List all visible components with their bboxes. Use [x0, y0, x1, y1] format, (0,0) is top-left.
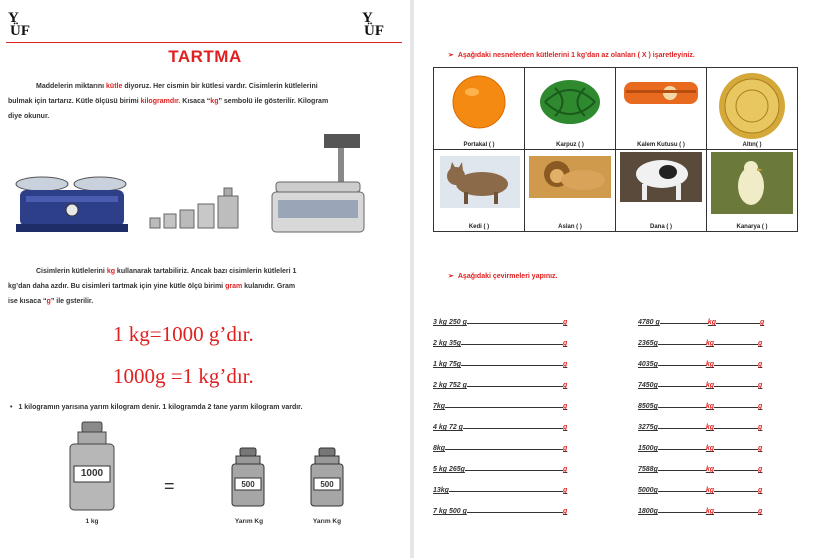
weight-half-kg-label: Yarım Kg	[312, 518, 342, 525]
conversion-quantity: 3 kg 250 g	[433, 319, 467, 326]
conversion-quantity: 2365g	[638, 340, 658, 347]
conversion-quantity: 2 kg 752 g	[433, 382, 467, 389]
watermelon-icon	[525, 68, 615, 138]
conversion-unit: kg	[705, 361, 715, 368]
arrow-icon: ➢	[448, 52, 454, 59]
logo-bottom: ÜF	[364, 23, 384, 39]
gold-coin-icon	[707, 68, 797, 140]
kg-gram-paragraph	[8, 264, 403, 309]
object-cell-pencil-case[interactable]	[616, 68, 707, 150]
conversion-unit: g	[759, 319, 765, 326]
conversion-row-kg-to-g	[433, 442, 568, 452]
text: bulmak için tartarız. Kütle ölçüsü birimi	[8, 98, 141, 105]
conversion-unit: g	[563, 487, 568, 494]
conversion-unit: kg	[705, 487, 715, 494]
conversion-quantity: 7 kg 500 g	[433, 508, 467, 515]
conversion-row-g-to-kg	[638, 421, 762, 431]
conversion-row-kg-to-g	[433, 505, 568, 515]
object-cell-canary[interactable]	[707, 150, 798, 232]
object-label: Kanarya ( )	[736, 224, 768, 230]
logo	[8, 12, 30, 38]
text: Aşağıdaki çevirmeleri yapınız.	[457, 273, 558, 280]
weight-half-kg-label: Yarım Kg	[234, 518, 264, 525]
text: Aşağıdaki nesnelerden kütlelerini 1 kg’dan az olanları ( X ) işaretleyiniz.	[457, 52, 695, 59]
conversion-row-kg-to-g	[433, 337, 568, 347]
conversion-quantity: 1 kg 75g	[433, 361, 462, 368]
conversion-row-kg-to-g	[433, 379, 568, 389]
weight-half-kg-icon	[309, 446, 345, 508]
conversion-quantity: 2 kg 35g	[433, 340, 462, 347]
cow-icon	[616, 150, 706, 220]
logo-top: Y	[362, 10, 373, 26]
object-cell-orange[interactable]	[434, 68, 525, 150]
text: kg’dan daha azdır. Bu cisimleri tartmak için yine kütle ölçü birimi	[8, 283, 226, 290]
answer-blank[interactable]	[465, 463, 563, 471]
answer-blank[interactable]	[714, 505, 758, 513]
conversion-row-g-to-kg	[638, 505, 762, 515]
conversion-row-g-to-kg	[638, 316, 764, 326]
conversion-unit: kg	[705, 403, 715, 410]
conversion-row-kg-to-g	[433, 421, 568, 431]
conversion-row-kg-to-g	[433, 358, 568, 368]
conversion-quantity: 8kg	[433, 445, 446, 452]
answer-blank[interactable]	[449, 484, 563, 492]
conversion-quantity: 1800g	[638, 508, 658, 515]
lion-icon	[525, 150, 615, 220]
conversion-unit: g	[758, 445, 763, 452]
weight-1kg-value: 1000	[80, 468, 104, 479]
answer-blank[interactable]	[658, 379, 706, 387]
conversion-row-kg-to-g	[433, 316, 568, 326]
object-label: Aslan ( )	[558, 224, 582, 230]
conversion-unit: kg	[705, 508, 715, 515]
header-divider	[6, 42, 402, 43]
conversion-quantity: 5000g	[638, 487, 658, 494]
conversion-unit: g	[758, 340, 763, 347]
answer-blank[interactable]	[658, 484, 706, 492]
conversion-quantity: 4035g	[638, 361, 658, 368]
balance-scale-icon	[12, 168, 132, 238]
answer-blank[interactable]	[716, 316, 760, 324]
exercise1-heading	[448, 51, 695, 59]
bullet-dot: •	[10, 404, 13, 411]
text: Kısaca “	[180, 98, 211, 105]
page-gutter	[410, 0, 414, 558]
answer-blank[interactable]	[714, 379, 758, 387]
answer-blank[interactable]	[658, 400, 706, 408]
conversion-row-kg-to-g	[433, 400, 568, 410]
object-cell-cow[interactable]	[616, 150, 707, 232]
arrow-icon: ➢	[448, 273, 454, 280]
conversion-unit: kg	[705, 382, 715, 389]
weight-1kg-label: 1 kg	[85, 518, 99, 525]
conversion-unit: kg	[705, 340, 715, 347]
page-title: TARTMA	[168, 47, 242, 66]
conversion-quantity: 1500g	[638, 445, 658, 452]
answer-blank[interactable]	[445, 400, 563, 408]
answer-blank[interactable]	[714, 463, 758, 471]
pencil-case-icon	[616, 68, 706, 138]
orange-icon	[434, 68, 524, 138]
object-label: Kalem Kutusu ( )	[637, 142, 685, 148]
text: ise kısaca “	[8, 298, 47, 305]
text: Maddelerin miktarını	[36, 83, 107, 90]
conversion-unit: g	[563, 445, 568, 452]
conversion-quantity: 7588g	[638, 466, 658, 473]
conversion-unit: g	[563, 424, 568, 431]
answer-blank[interactable]	[714, 442, 758, 450]
weight-half-kg-value: 500	[241, 480, 255, 489]
conversion-quantity: 7450g	[638, 382, 658, 389]
conversion-unit: g	[563, 340, 568, 347]
answer-blank[interactable]	[467, 316, 563, 324]
answer-blank[interactable]	[658, 337, 706, 345]
highlight-gram: gram	[225, 283, 243, 290]
conversion-unit: g	[563, 319, 568, 326]
answer-blank[interactable]	[445, 442, 563, 450]
answer-blank[interactable]	[658, 505, 706, 513]
answer-blank[interactable]	[714, 337, 758, 345]
text: 1 kilogramın yarısına yarım kilogram denir. 1 kilogramda 2 tane yarım kilogram vardır.	[18, 404, 303, 411]
conversion-row-g-to-kg	[638, 400, 762, 410]
conversion-unit: kg	[705, 445, 715, 452]
answer-blank[interactable]	[658, 442, 706, 450]
conversion-unit: g	[563, 382, 568, 389]
objects-grid	[433, 67, 798, 232]
conversion-unit: kg	[705, 466, 715, 473]
answer-blank[interactable]	[714, 484, 758, 492]
answer-blank[interactable]	[660, 316, 708, 324]
conversion-unit: g	[758, 487, 763, 494]
conversion-row-g-to-kg	[638, 463, 762, 473]
conversion-unit: g	[563, 508, 568, 515]
text: kullanarak tartabiliriz. Ancak bazı cisimlerin kütleleri 1	[114, 268, 297, 275]
equals-sign: =	[164, 476, 175, 496]
logo-right	[362, 12, 384, 38]
text: ” ile gsterilir.	[50, 298, 94, 305]
intro-paragraph	[8, 79, 403, 124]
object-label: Altın( )	[742, 142, 762, 148]
conversion-quantity: 13kg	[433, 487, 449, 494]
conversion-unit: kg	[705, 424, 715, 431]
highlight-kutle: kütle	[106, 83, 123, 90]
object-label: Kedi ( )	[468, 224, 490, 230]
cat-icon	[434, 150, 524, 220]
conversion-quantity: 4780 g	[638, 319, 660, 326]
weight-half-kg-value: 500	[320, 480, 334, 489]
answer-blank[interactable]	[467, 379, 563, 387]
text: kulanıdır. Gram	[242, 283, 296, 290]
conversion-row-g-to-kg	[638, 484, 762, 494]
weights-set-icon	[148, 182, 258, 232]
answer-blank[interactable]	[463, 421, 563, 429]
conversion-quantity: 7kg	[433, 403, 446, 410]
conversion-unit: g	[563, 403, 568, 410]
text: diye okunur.	[8, 113, 50, 120]
object-label: Portakal ( )	[463, 142, 495, 148]
text: ” sembolü ile gösterilir. Kilogram	[218, 98, 329, 105]
answer-blank[interactable]	[714, 421, 758, 429]
conversion-unit: kg	[707, 319, 716, 326]
exercise2-heading	[448, 272, 557, 280]
object-label: Dana ( )	[649, 224, 672, 230]
half-kg-note	[10, 404, 303, 411]
text: diyoruz. Her cismin bir kütlesi vardır. Cisimlerin kütlelerini	[122, 83, 318, 90]
object-cell-cat[interactable]	[434, 150, 525, 232]
highlight-g: g	[46, 298, 51, 305]
conversion-unit: g	[758, 403, 763, 410]
answer-blank[interactable]	[658, 463, 706, 471]
left-page	[0, 0, 410, 558]
answer-blank[interactable]	[658, 358, 706, 366]
answer-blank[interactable]	[461, 358, 563, 366]
weight-1kg-icon	[68, 420, 116, 512]
conversion-unit: g	[758, 424, 763, 431]
answer-blank[interactable]	[461, 337, 563, 345]
conversion-row-kg-to-g	[433, 484, 568, 494]
conversion-quantity: 8505g	[638, 403, 658, 410]
text: Cisimlerin kütlelerini	[36, 268, 107, 275]
conversion-unit: g	[758, 361, 763, 368]
formula-kg-to-g: 1 kg=1000 g’dır.	[113, 322, 254, 346]
conversion-unit: g	[758, 382, 763, 389]
formula-g-to-kg: 1000g =1 kg’dır.	[113, 364, 254, 388]
canary-icon	[707, 150, 797, 222]
answer-blank[interactable]	[658, 421, 706, 429]
weight-half-kg-icon	[230, 446, 266, 508]
highlight-kg: kg	[210, 98, 219, 105]
logo-top: Y	[8, 10, 19, 26]
conversion-row-g-to-kg	[638, 442, 762, 452]
highlight-kg: kg	[106, 268, 115, 275]
logo-bottom: ÜF	[10, 23, 30, 39]
object-cell-watermelon[interactable]	[525, 68, 616, 150]
conversion-row-g-to-kg	[638, 358, 762, 368]
conversion-unit: g	[758, 508, 763, 515]
conversion-unit: g	[563, 466, 568, 473]
object-cell-lion[interactable]	[525, 150, 616, 232]
conversion-row-g-to-kg	[638, 379, 762, 389]
conversion-unit: g	[758, 466, 763, 473]
conversion-unit: g	[563, 361, 568, 368]
answer-blank[interactable]	[467, 505, 563, 513]
conversion-quantity: 5 kg 265g	[433, 466, 465, 473]
conversion-quantity: 3275g	[638, 424, 658, 431]
conversion-row-g-to-kg	[638, 337, 762, 347]
object-cell-gold-coin[interactable]	[707, 68, 798, 150]
answer-blank[interactable]	[714, 358, 758, 366]
highlight-kilogram: kilogramdır.	[140, 98, 181, 105]
answer-blank[interactable]	[714, 400, 758, 408]
conversion-row-kg-to-g	[433, 463, 568, 473]
conversion-quantity: 4 kg 72 g	[433, 424, 463, 431]
digital-scale-icon	[268, 132, 368, 240]
object-label: Karpuz ( )	[556, 142, 584, 148]
